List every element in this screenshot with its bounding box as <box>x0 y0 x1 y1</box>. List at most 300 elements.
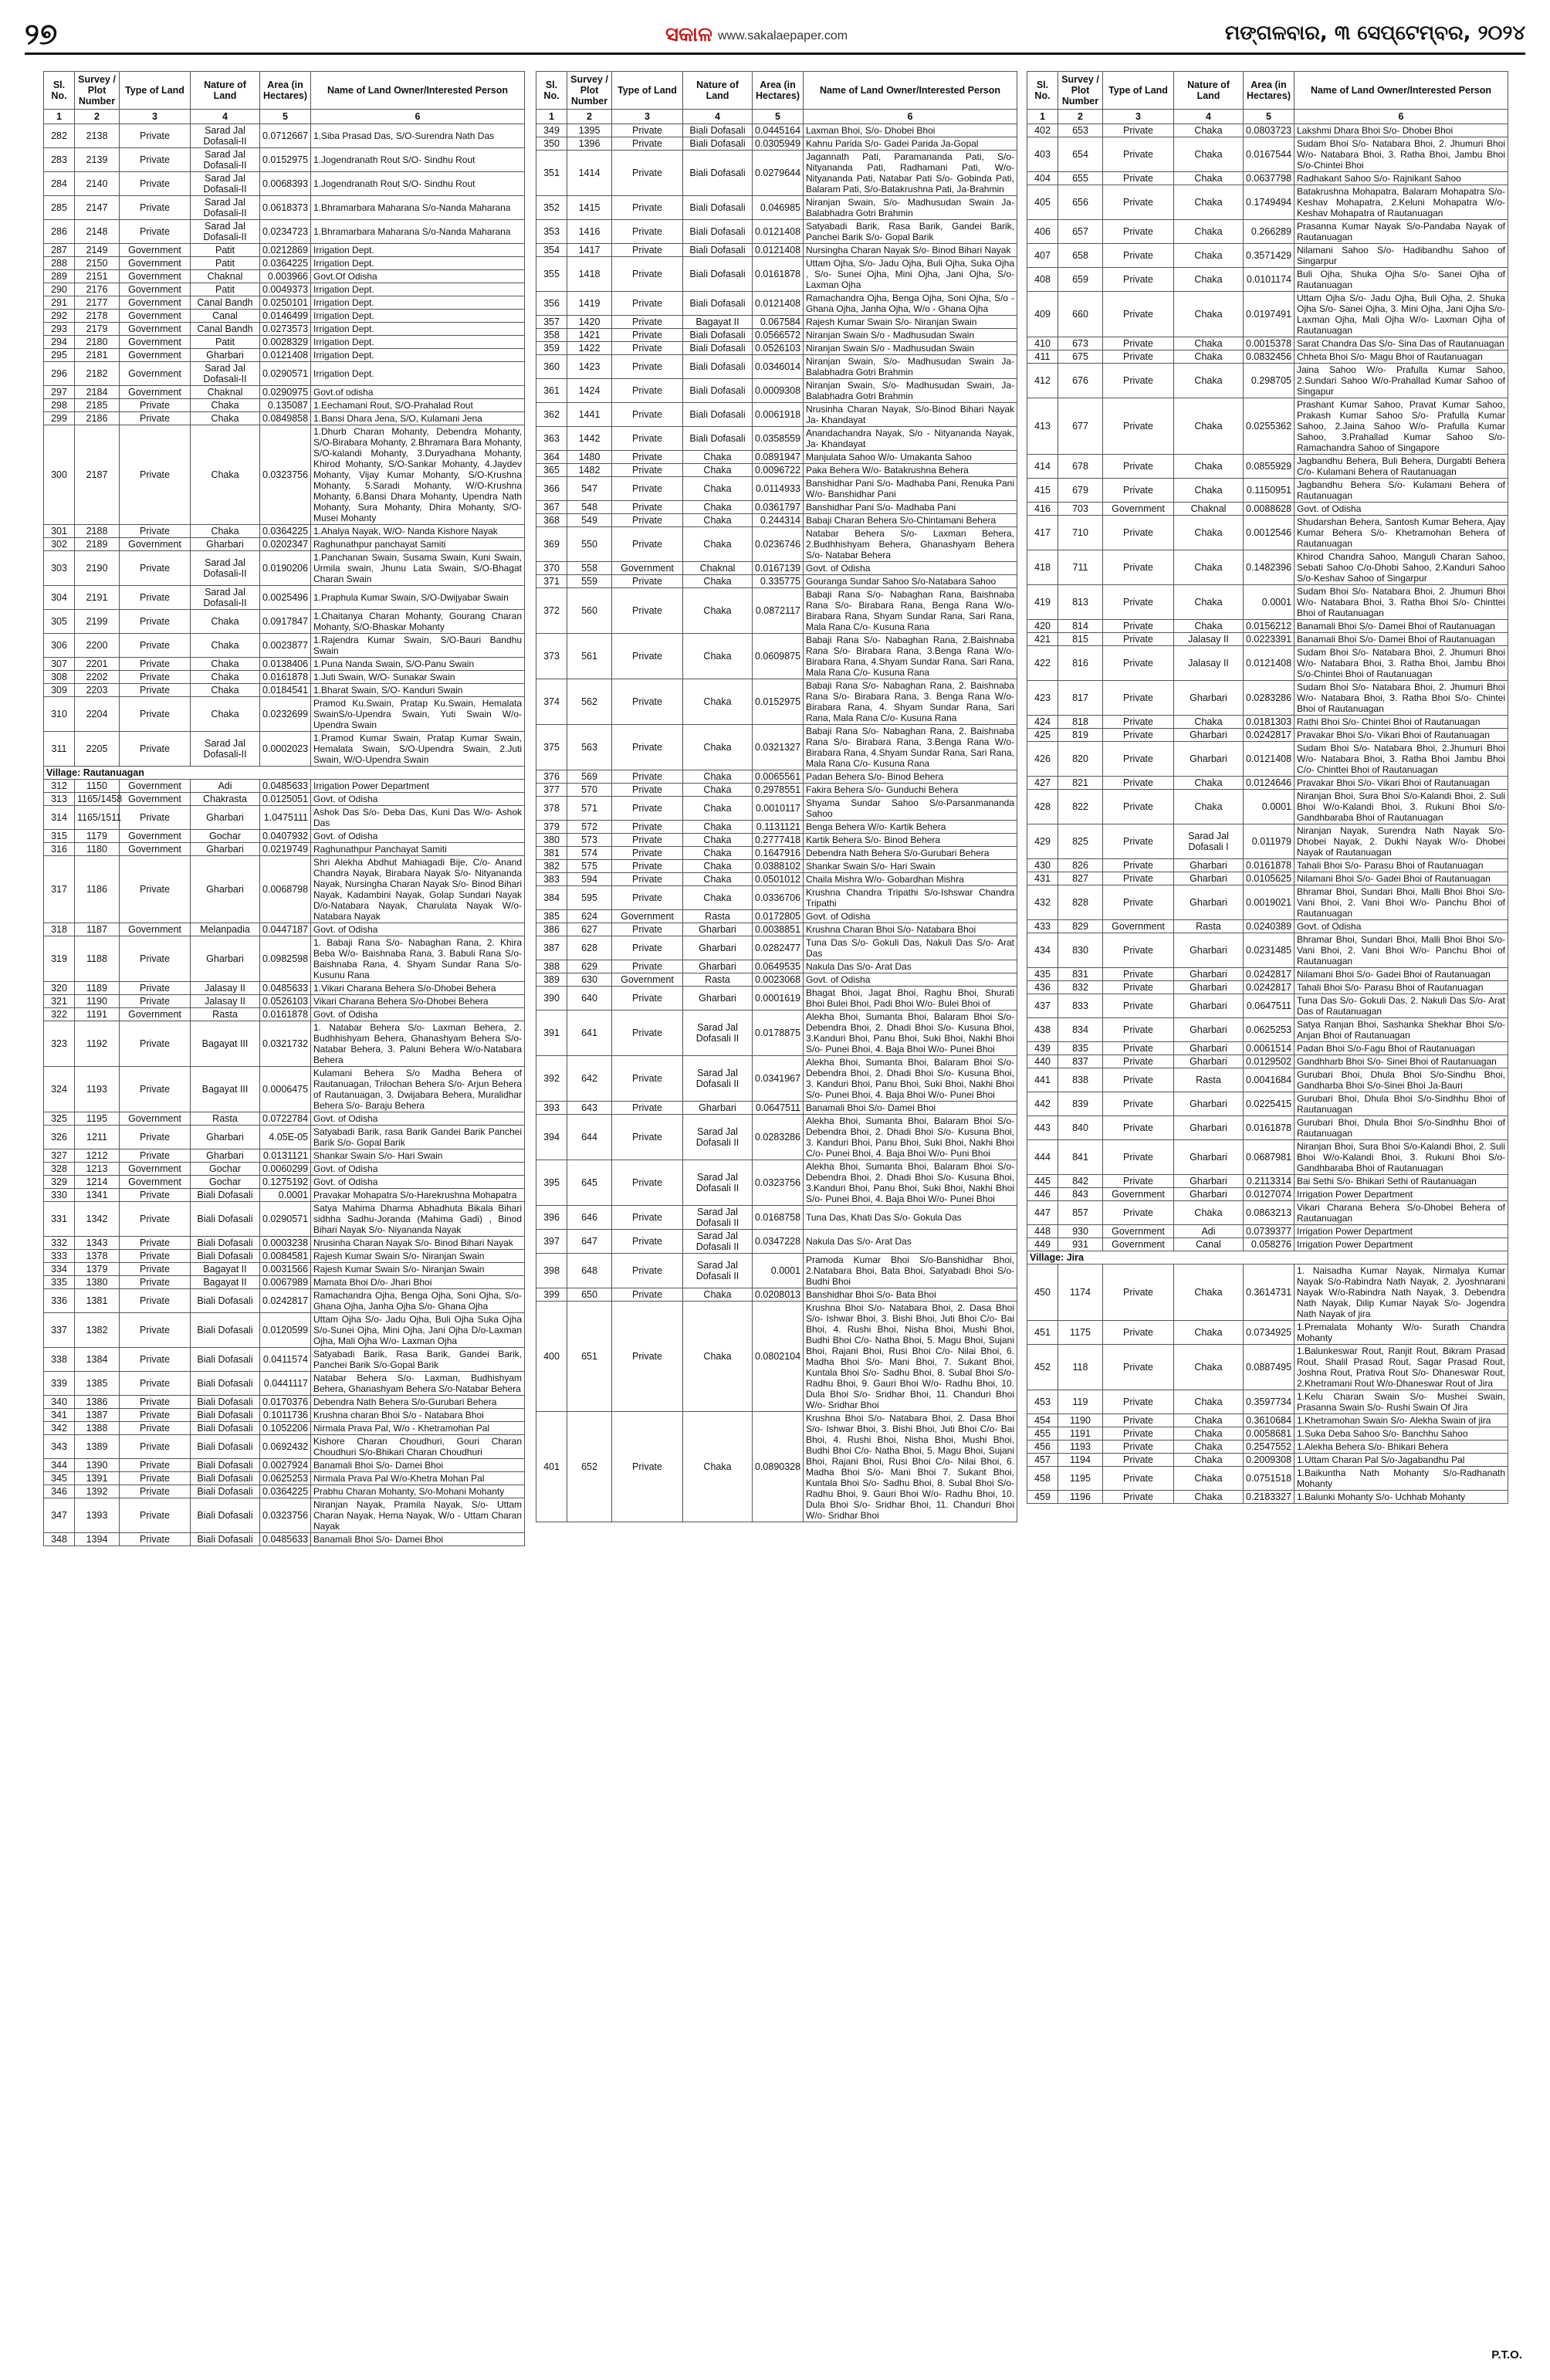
owner-name-cell: Tuna Das S/o- Gokuli Das, Nakuli Das S/o- Arat Das <box>804 936 1017 960</box>
area-cell: 4.05E-05 <box>260 1126 311 1149</box>
land-table-column-2 <box>536 71 1017 1522</box>
survey-number-cell: 1195 <box>1058 1467 1103 1491</box>
survey-number-cell: 1421 <box>567 329 612 342</box>
table-row <box>536 873 1017 886</box>
sl-no-cell: 388 <box>536 960 567 973</box>
owner-name-cell: 1.Premalata Mohanty W/o- Surath Chandra Mohanty <box>1294 1321 1508 1345</box>
table-row <box>1027 1140 1508 1175</box>
owner-name-cell: Satya Mahima Dharma Abhadhuta Bikala Bihari sidhha Sadhu-Joranda (Mahima Gadi) , Binod Bihari Nayak S/o- Niyananda Nayak <box>311 1202 525 1237</box>
land-nature-cell: Biali Dofasali <box>683 403 753 427</box>
area-cell: 0.0739377 <box>1244 1225 1294 1238</box>
area-cell: 0.0121408 <box>753 292 804 316</box>
land-type-cell: Private <box>120 124 191 148</box>
area-cell: 0.0290571 <box>260 1202 311 1237</box>
column-header-owner: Name of Land Owner/Interested Person <box>1294 72 1508 110</box>
survey-number-cell: 548 <box>567 501 612 514</box>
land-nature-cell: Gharbari <box>1174 681 1244 716</box>
table-row <box>1027 268 1508 292</box>
table-row <box>536 427 1017 451</box>
land-nature-cell: Jalasay II <box>191 982 260 995</box>
land-nature-cell: Sarad Jal Dofasali II <box>683 1115 753 1160</box>
area-cell: 0.1052206 <box>260 1422 311 1435</box>
land-type-cell: Private <box>120 1202 191 1237</box>
sl-no-cell: 362 <box>536 403 567 427</box>
sl-no-cell: 315 <box>44 830 75 843</box>
table-row <box>1027 1238 1508 1251</box>
land-type-cell: Private <box>1103 337 1174 350</box>
table-row <box>44 793 525 806</box>
area-cell: 0.0121408 <box>260 349 311 362</box>
sl-no-cell: 307 <box>44 658 75 671</box>
area-cell: 0.0282477 <box>753 936 804 960</box>
sl-no-cell: 288 <box>44 257 75 270</box>
table-row <box>1027 292 1508 337</box>
sl-no-cell: 387 <box>536 936 567 960</box>
survey-number-cell: 570 <box>567 784 612 797</box>
owner-name-cell: Jagbandhu Behera S/o- Kulamani Behera of Rautanuagan <box>1294 479 1508 503</box>
land-type-cell: Private <box>1103 1414 1174 1427</box>
table-row <box>44 349 525 362</box>
table-row <box>1027 968 1508 981</box>
land-nature-cell: Rasta <box>1174 920 1244 933</box>
owner-name-cell: Irrigation Dept. <box>311 310 525 323</box>
table-row <box>44 323 525 336</box>
area-cell: 0.3614731 <box>1244 1264 1294 1321</box>
sl-no-cell: 356 <box>536 292 567 316</box>
table-row <box>44 732 525 767</box>
area-cell: 0.0038851 <box>753 923 804 936</box>
land-nature-cell: Gochar <box>191 1163 260 1176</box>
land-nature-cell: Gharbari <box>1174 933 1244 968</box>
land-type-cell: Government <box>120 296 191 310</box>
table-row <box>1027 1427 1508 1441</box>
survey-number-cell: 830 <box>1058 933 1103 968</box>
land-type-cell: Private <box>612 1230 683 1254</box>
owner-name-cell: Alekha Bhoi, Sumanta Bhoi, Balaram Bhoi S/o- Debendra Bhoi, 2. Dhadi Bhoi S/o- Kusuna Bhoi, 3.Kanduri Bhoi, Panu Bhoi, Suki Bhoi, Nakhi Bhoi S/o- Punei Bhoi, 4. Baja Bhoi W/o- Punei Bhoi <box>804 1160 1017 1206</box>
survey-number-cell: 573 <box>567 834 612 847</box>
survey-number-cell: 1422 <box>567 342 612 355</box>
survey-number-cell: 656 <box>1058 185 1103 220</box>
owner-name-cell: Kartik Behera S/o- Binod Behera <box>804 834 1017 847</box>
area-cell: 0.2113314 <box>1244 1175 1294 1188</box>
area-cell: 0.0025496 <box>260 586 311 610</box>
land-nature-cell: Chaka <box>1174 585 1244 620</box>
survey-number-cell: 1415 <box>567 196 612 220</box>
land-nature-cell: Gharbari <box>683 923 753 936</box>
table-row <box>536 562 1017 575</box>
land-type-cell: Private <box>1103 885 1174 920</box>
land-type-cell: Private <box>612 501 683 514</box>
sl-no-cell: 298 <box>44 399 75 412</box>
column-number: 1 <box>1027 110 1058 124</box>
table-row <box>536 1011 1017 1056</box>
land-nature-cell: Chaka <box>1174 1427 1244 1441</box>
sl-no-cell: 295 <box>44 349 75 362</box>
land-nature-cell: Biali Dofasali <box>191 1435 260 1459</box>
survey-number-cell: 630 <box>567 973 612 987</box>
table-row <box>1027 244 1508 268</box>
table-row <box>536 821 1017 834</box>
sl-no-cell: 383 <box>536 873 567 886</box>
table-row <box>536 634 1017 679</box>
area-cell: 0.0028329 <box>260 336 311 349</box>
column-header-sl: Sl. No. <box>1027 72 1058 110</box>
sl-no-cell: 386 <box>536 923 567 936</box>
owner-name-cell: Benga Behera W/o- Kartik Behera <box>804 821 1017 834</box>
owner-name-cell: 1.Siba Prasad Das, S/O-Surendra Nath Das <box>311 124 525 148</box>
village-heading <box>44 767 525 780</box>
land-nature-cell: Chaka <box>683 575 753 588</box>
sl-no-cell: 282 <box>44 124 75 148</box>
area-cell: 0.0346014 <box>753 355 804 379</box>
land-type-cell: Private <box>120 1533 191 1546</box>
land-type-cell: Private <box>612 1302 683 1412</box>
land-type-cell: Government <box>120 336 191 349</box>
owner-name-cell: Uttam Ojha S/o- Jadu Ojha, Buli Ojha, 2. Shuka Ojha S/o- Sanei Ojha, 3. Mini Ojha, Jani Ojha S/o- Laxman Ojha, Mali Ojha W/o- Laxman Ojha of Rautanuagan <box>1294 292 1508 337</box>
land-type-cell: Private <box>612 725 683 770</box>
table-row <box>1027 516 1508 550</box>
owner-name-cell: Chheta Bhoi S/o- Magu Bhoi of Rautanuagan <box>1294 350 1508 364</box>
area-cell: 0.0647511 <box>753 1102 804 1115</box>
owner-name-cell: Padan Bhoi S/o-Fagu Bhoi of Rautanuagan <box>1294 1042 1508 1055</box>
land-type-cell: Government <box>120 843 191 856</box>
land-nature-cell: Biali Dofasali <box>683 220 753 244</box>
sl-no-cell: 421 <box>1027 633 1058 646</box>
table-row <box>1027 172 1508 185</box>
owner-name-cell: 1.Uttam Charan Pal S/o-Jagabandhu Pal <box>1294 1454 1508 1467</box>
land-type-cell: Private <box>1103 994 1174 1018</box>
sl-no-cell: 364 <box>536 451 567 464</box>
land-type-cell: Private <box>1103 137 1174 172</box>
land-type-cell: Private <box>120 671 191 684</box>
table-row <box>536 1412 1017 1522</box>
land-type-cell: Government <box>120 1008 191 1021</box>
area-cell: 0.0501012 <box>753 873 804 886</box>
land-type-cell: Private <box>120 586 191 610</box>
owner-name-cell: Govt.Of Odisha <box>311 270 525 283</box>
land-nature-cell: Sarad Jal Dofasali II <box>683 1160 753 1206</box>
land-type-cell: Private <box>1103 981 1174 994</box>
land-type-cell: Private <box>120 1189 191 1202</box>
area-cell: 0.0121408 <box>1244 742 1294 777</box>
sl-no-cell: 417 <box>1027 516 1058 550</box>
area-cell: 0.0751518 <box>1244 1467 1294 1491</box>
land-type-cell: Private <box>612 860 683 873</box>
area-cell: 0.0863213 <box>1244 1201 1294 1225</box>
land-type-cell: Private <box>612 847 683 860</box>
area-cell: 0.1749494 <box>1244 185 1294 220</box>
table-row <box>44 1067 525 1112</box>
sl-no-cell: 400 <box>536 1302 567 1412</box>
area-cell: 0.0323756 <box>260 425 311 525</box>
survey-number-cell: 1423 <box>567 355 612 379</box>
column-number: 6 <box>1294 110 1508 124</box>
table-row <box>536 588 1017 634</box>
table-row <box>44 412 525 425</box>
survey-number-cell: 2205 <box>75 732 120 767</box>
sl-no-cell: 300 <box>44 425 75 525</box>
sl-no-cell: 448 <box>1027 1225 1058 1238</box>
table-row <box>1027 872 1508 885</box>
land-type-cell: Government <box>120 349 191 362</box>
land-nature-cell: Chaka <box>1174 124 1244 137</box>
survey-number-cell: 558 <box>567 562 612 575</box>
table-row <box>536 196 1017 220</box>
land-type-cell: Private <box>120 399 191 412</box>
owner-name-cell: Gandhharb Bhoi S/o- Sinei Bhoi of Rautanuagan <box>1294 1055 1508 1068</box>
land-type-cell: Private <box>1103 633 1174 646</box>
survey-number-cell: 1189 <box>75 982 120 995</box>
survey-number-cell: 2151 <box>75 270 120 283</box>
sl-no-cell: 424 <box>1027 716 1058 729</box>
area-cell: 0.0172805 <box>753 910 804 923</box>
land-nature-cell: Chaka <box>1174 455 1244 479</box>
sl-no-cell: 403 <box>1027 137 1058 172</box>
survey-number-cell: 818 <box>1058 716 1103 729</box>
sl-no-cell: 285 <box>44 196 75 220</box>
area-cell: 0.0161878 <box>753 257 804 292</box>
table-row <box>536 464 1017 477</box>
land-type-cell: Private <box>120 1348 191 1372</box>
area-cell: 0.0012546 <box>1244 516 1294 550</box>
table-row <box>1027 220 1508 244</box>
owner-name-cell: Gurubari Bhoi, Dhula Bhoi S/o-Sindhu Bhoi, Gandharba Bhoi S/o-Sinei Bhoi Ja-Bauri <box>1294 1068 1508 1092</box>
sl-no-cell: 374 <box>536 679 567 725</box>
survey-number-cell: 1390 <box>75 1459 120 1472</box>
table-row <box>536 784 1017 797</box>
table-row <box>1027 633 1508 646</box>
land-type-cell: Private <box>1103 790 1174 824</box>
table-row <box>536 514 1017 527</box>
land-type-cell: Private <box>612 923 683 936</box>
survey-number-cell: 1417 <box>567 244 612 257</box>
land-nature-cell: Chaka <box>683 464 753 477</box>
sl-no-cell: 328 <box>44 1163 75 1176</box>
area-cell: 0.0242817 <box>1244 981 1294 994</box>
land-nature-cell: Chaka <box>683 588 753 634</box>
owner-name-cell: Tuna Das, Khati Das S/o- Gokula Das <box>804 1206 1017 1230</box>
sl-no-cell: 416 <box>1027 503 1058 516</box>
table-row <box>1027 777 1508 790</box>
land-nature-cell: Chaka <box>1174 1441 1244 1454</box>
sl-no-cell: 351 <box>536 151 567 196</box>
table-row <box>1027 124 1508 137</box>
area-cell: 0.0084581 <box>260 1250 311 1263</box>
owner-name-cell: Rajesh Kumar Swain S/o- Niranjan Swain <box>311 1250 525 1263</box>
owner-name-cell: 1.Chaitanya Charan Mohanty, Gourang Charan Mohanty, S/O-Bhaskar Mohanty <box>311 610 525 634</box>
table-row <box>1027 1390 1508 1414</box>
area-cell: 0.0127074 <box>1244 1188 1294 1201</box>
land-nature-cell: Chaka <box>1174 292 1244 337</box>
land-nature-cell: Chaknal <box>1174 503 1244 516</box>
column-number: 3 <box>1103 110 1174 124</box>
land-type-cell: Private <box>612 244 683 257</box>
table-row <box>44 362 525 386</box>
area-cell: 0.0647511 <box>1244 994 1294 1018</box>
owner-name-cell: 1.Khetramohan Swain S/o- Alekha Swain of jira <box>1294 1414 1508 1427</box>
land-type-cell: Private <box>120 196 191 220</box>
survey-number-cell: 650 <box>567 1288 612 1302</box>
sl-no-cell: 423 <box>1027 681 1058 716</box>
land-nature-cell: Biali Dofasali <box>191 1396 260 1409</box>
owner-name-cell: 1.Dhurb Charan Mohanty, Debendra Mohanty, S/O-Birabara Mohanty, 2.Bhramara Bara Mohanty, S/O-kalandi Mohanty, 3.Duryadhana Mohanty, Khirod Mohanty, S/O-Sankar Mohanty, 4.Jaydev Mohanty, Vijay Kumar Mohanty, S/O-Krushna Mohanty, 5.Saradi Mohanty, W/O-Krushna Mohanty, 6.Bansi Dhara Mohanty, Upendra Nath Mohanty, Sura Mohanty, Dhira Mohanty, S/O-Musei Mohanty <box>311 425 525 525</box>
table-row <box>44 1459 525 1472</box>
sl-no-cell: 319 <box>44 936 75 982</box>
survey-number-cell: 658 <box>1058 244 1103 268</box>
sl-no-cell: 447 <box>1027 1201 1058 1225</box>
survey-number-cell: 678 <box>1058 455 1103 479</box>
land-nature-cell: Chaka <box>1174 1264 1244 1321</box>
table-row <box>44 1498 525 1533</box>
area-cell: 0.0121408 <box>753 244 804 257</box>
owner-name-cell: Krushna Charan Bhoi S/o- Natabara Bhoi <box>804 923 1017 936</box>
land-nature-cell: Chaka <box>683 1412 753 1522</box>
table-row <box>44 148 525 172</box>
survey-number-cell: 2185 <box>75 399 120 412</box>
land-type-cell: Government <box>120 1176 191 1189</box>
land-nature-cell: Biali Dofasali <box>191 1202 260 1237</box>
land-nature-cell: Gharbari <box>1174 994 1244 1018</box>
table-row <box>44 1472 525 1485</box>
sl-no-cell: 399 <box>536 1288 567 1302</box>
table-row <box>1027 1055 1508 1068</box>
land-type-cell: Private <box>1103 516 1174 550</box>
land-type-cell: Private <box>120 425 191 525</box>
area-cell: 0.0041684 <box>1244 1068 1294 1092</box>
column-header-nature: Nature of Land <box>1174 72 1244 110</box>
land-type-cell: Private <box>120 1067 191 1112</box>
land-nature-cell: Chaka <box>1174 790 1244 824</box>
survey-number-cell: 1214 <box>75 1176 120 1189</box>
table-row <box>536 1302 1017 1412</box>
land-type-cell: Private <box>120 551 191 586</box>
land-type-cell: Private <box>612 1412 683 1522</box>
sl-no-cell: 321 <box>44 995 75 1008</box>
survey-number-cell: 831 <box>1058 968 1103 981</box>
survey-number-cell: 549 <box>567 514 612 527</box>
land-type-cell: Private <box>612 342 683 355</box>
website-url: www.sakalaepaper.com <box>718 29 848 42</box>
sl-no-cell: 393 <box>536 1102 567 1115</box>
owner-name-cell: Natabar Behera S/o- Laxman Behera, 2.Budhhishyam Behera, Ghanashyam Behera S/o- Natabar Behera <box>804 527 1017 562</box>
area-cell: 0.0832456 <box>1244 350 1294 364</box>
owner-name-cell: Govt. of Odisha <box>311 830 525 843</box>
land-type-cell: Private <box>120 1435 191 1459</box>
land-type-cell: Private <box>1103 1092 1174 1116</box>
table-row <box>44 1276 525 1289</box>
table-row <box>536 1230 1017 1254</box>
land-nature-cell: Chaka <box>683 770 753 784</box>
owner-name-cell: 1.Balunki Mohanty S/o- Uchhab Mohanty <box>1294 1491 1508 1504</box>
sl-no-cell: 289 <box>44 270 75 283</box>
land-type-cell: Private <box>612 1254 683 1288</box>
owner-name-cell: Debendra Nath Behera S/o-Gurubari Behera <box>804 847 1017 860</box>
owner-name-cell: Govt. of Odisha <box>804 910 1017 923</box>
survey-number-cell: 838 <box>1058 1068 1103 1092</box>
survey-number-cell: 1394 <box>75 1533 120 1546</box>
land-nature-cell: Sarad Jal Dofasali-II <box>191 196 260 220</box>
sl-no-cell: 371 <box>536 575 567 588</box>
sl-no-cell: 459 <box>1027 1491 1058 1504</box>
land-nature-cell: Chaka <box>1174 1201 1244 1225</box>
sl-no-cell: 347 <box>44 1498 75 1533</box>
sl-no-cell: 405 <box>1027 185 1058 220</box>
area-cell: 0.0190206 <box>260 551 311 586</box>
survey-number-cell: 1480 <box>567 451 612 464</box>
sl-no-cell: 428 <box>1027 790 1058 824</box>
survey-number-cell: 1385 <box>75 1372 120 1396</box>
area-cell: 0.0181303 <box>1244 716 1294 729</box>
survey-number-cell: 2148 <box>75 220 120 244</box>
owner-name-cell: Alekha Bhoi, Sumanta Bhoi, Balaram Bhoi S/o- Debendra Bhoi, 2. Dhadi Bhoi S/o- Kusuna Bhoi, 3. Kanduri Bhoi, Panu Bhoi, Suki Bhoi, Nakhi Bhoi C/o- Punei Bhoi, 4. Baja Bhoi W/o- Puni Bhoi <box>804 1115 1017 1160</box>
owner-name-cell: Padan Behera S/o- Binod Behera <box>804 770 1017 784</box>
owner-name-cell: Pravakar Bhoi S/o- Vikari Bhoi of Rautanuagan <box>1294 777 1508 790</box>
area-cell: 0.0290571 <box>260 362 311 386</box>
land-table-column-3 <box>1027 71 1508 1504</box>
owner-name-cell: Krushna Bhoi S/o- Natabara Bhoi, 2. Dasa Bhoi S/o- Ishwar Bhoi, 3. Bishi Bhoi, Juti Bhoi C/o- Bai Bhoi, 4. Rushi Bhoi, Nisha Bhoi, Mushi Bhoi, Budhi Bhoi C/o- Natha Bhoi, 5. Magu Bhoi, Sujani Bhoi, Rajani Bhoi, Rusi Bhoi C/o- Nilai Bhoi, 6. Madha Bhoi S/o- Mani Bhoi 7. Sukant Bhoi, Kuntala Bhoi S/o- Sadhu Bhoi, 8. Subal Bhoi S/o- Radhu Bhoi, 9. Gauri Bhoi W/o- Radhu Bhoi, 10. Dula Bhoi S/o- Sridhar Bhoi, 11. Chanduri Bhoi W/o- Sridhar Bhoi <box>804 1412 1017 1522</box>
owner-name-cell: 1. Naisadha Kumar Nayak, Nirmalya Kumar Nayak S/o-Rabindra Nath Nayak, 2. Jyoshnarani Nayak W/o-Rabindra Nath Nayak, 3. Debendra Nath Nayak, Dilip Kumar Nayak S/o- Jogendra Nath Nayak of jira <box>1294 1264 1508 1321</box>
land-type-cell: Private <box>612 770 683 784</box>
survey-number-cell: 1190 <box>1058 1414 1103 1427</box>
area-cell: 0.0015378 <box>1244 337 1294 350</box>
area-cell: 0.0855929 <box>1244 455 1294 479</box>
table-row <box>1027 1068 1508 1092</box>
land-nature-cell: Chaka <box>683 679 753 725</box>
land-type-cell: Private <box>612 464 683 477</box>
sl-no-cell: 419 <box>1027 585 1058 620</box>
owner-name-cell: Govt. of Odisha <box>311 1163 525 1176</box>
area-cell: 0.1011736 <box>260 1409 311 1422</box>
table-row <box>1027 455 1508 479</box>
table-row <box>536 316 1017 329</box>
land-type-cell: Private <box>612 514 683 527</box>
survey-number-cell: 820 <box>1058 742 1103 777</box>
owner-name-cell: Niranjan Swain S/o - Madhusudan Swain <box>804 342 1017 355</box>
sl-no-cell: 354 <box>536 244 567 257</box>
table-row <box>44 936 525 982</box>
land-nature-cell: Sarad Jal Dofasali II <box>683 1206 753 1230</box>
area-cell: 0.0125051 <box>260 793 311 806</box>
sl-no-cell: 438 <box>1027 1018 1058 1042</box>
land-type-cell: Private <box>612 527 683 562</box>
sl-no-cell: 455 <box>1027 1427 1058 1441</box>
survey-number-cell: 1420 <box>567 316 612 329</box>
land-type-cell: Private <box>1103 1264 1174 1321</box>
sl-no-cell: 407 <box>1027 244 1058 268</box>
column-number: 4 <box>683 110 753 124</box>
area-cell: 0.0031566 <box>260 1263 311 1276</box>
survey-number-cell: 1395 <box>567 124 612 137</box>
survey-number-cell: 1179 <box>75 830 120 843</box>
land-nature-cell: Chaka <box>1174 1414 1244 1427</box>
column-number: 6 <box>311 110 525 124</box>
survey-number-cell: 676 <box>1058 364 1103 398</box>
land-type-cell: Private <box>1103 777 1174 790</box>
sl-no-cell: 439 <box>1027 1042 1058 1055</box>
owner-name-cell: Prabhu Charan Mohanty, S/o-Mohani Mohanty <box>311 1485 525 1498</box>
land-nature-cell: Chaka <box>683 477 753 501</box>
sl-no-cell: 381 <box>536 847 567 860</box>
sl-no-cell: 413 <box>1027 398 1058 455</box>
owner-name-cell: Raghunathpur panchayat Samiti <box>311 538 525 551</box>
owner-name-cell: 1.Pramod Kumar Swain, Pratap Kumar Swain, Hemalata Swain, S/O-Upendra Swain, 2.Juti Swain, W/O-Upendra Swain <box>311 732 525 767</box>
land-nature-cell: Sarad Jal Dofasali-II <box>191 124 260 148</box>
land-type-cell: Private <box>120 995 191 1008</box>
area-cell: 0.0197491 <box>1244 292 1294 337</box>
column-header-survey: Survey / Plot Number <box>1058 72 1103 110</box>
sl-no-cell: 336 <box>44 1289 75 1313</box>
survey-number-cell: 1193 <box>1058 1441 1103 1454</box>
